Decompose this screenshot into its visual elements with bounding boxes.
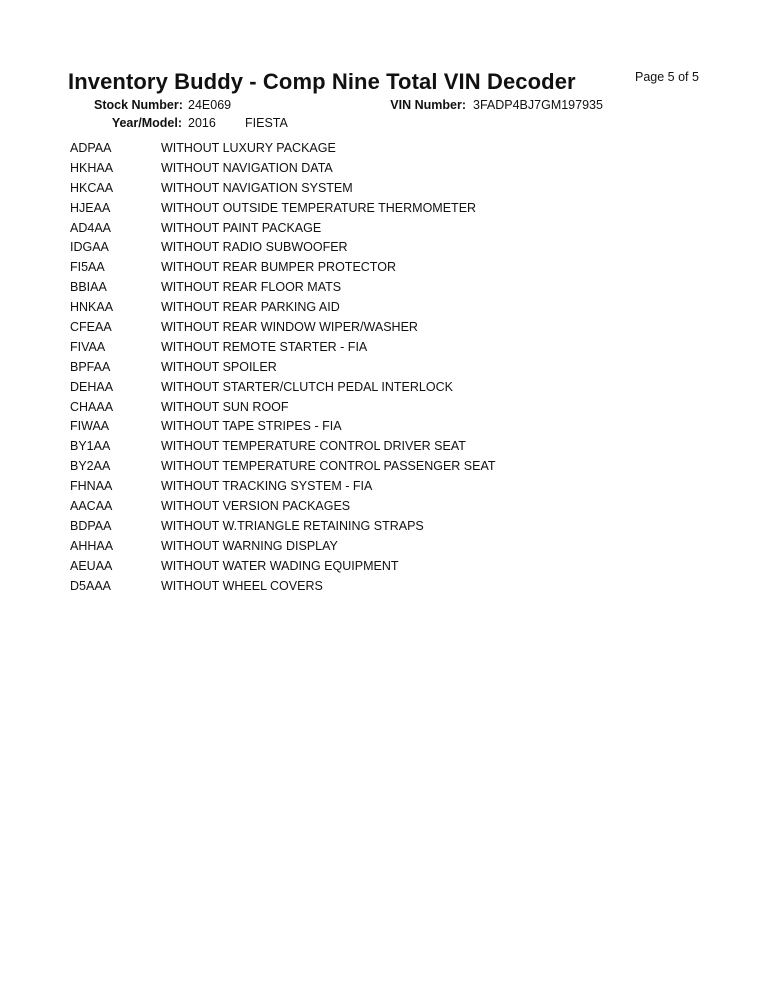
vin-number-label: VIN Number:	[390, 98, 466, 112]
option-row	[70, 456, 496, 476]
year-model-label: Year/Model:	[111, 116, 182, 130]
option-code: ADPAA	[70, 140, 112, 155]
option-code: HNKAA	[70, 300, 114, 315]
option-description: WITHOUT REAR BUMPER PROTECTOR	[161, 260, 396, 275]
option-description: WITHOUT NAVIGATION DATA	[161, 160, 333, 175]
option-description: WITHOUT WATER WADING EQUIPMENT	[161, 558, 399, 573]
option-description: WITHOUT REAR WINDOW WIPER/WASHER	[161, 319, 418, 334]
option-description: WITHOUT LUXURY PACKAGE	[161, 140, 336, 155]
option-row	[70, 198, 496, 218]
option-code: FIVAA	[70, 339, 106, 354]
option-description: WITHOUT REAR FLOOR MATS	[161, 280, 342, 295]
option-row	[70, 257, 496, 277]
year-value: 2016	[188, 116, 216, 130]
option-code: AD4AA	[70, 220, 111, 235]
option-code: HKCAA	[70, 180, 114, 195]
option-code: BY2AA	[70, 459, 111, 474]
option-code: BDPAA	[70, 518, 112, 533]
option-code: HKHAA	[70, 160, 114, 175]
option-code: AEUAA	[70, 558, 113, 573]
option-code: FI5AA	[70, 260, 105, 275]
option-row	[70, 536, 496, 556]
option-description: WITHOUT STARTER/CLUTCH PEDAL INTERLOCK	[161, 379, 453, 394]
option-row	[70, 277, 496, 297]
option-code-list	[70, 138, 496, 595]
stock-number-value: 24E069	[188, 98, 232, 112]
option-row	[70, 496, 496, 516]
option-row	[70, 416, 496, 436]
option-code: CFEAA	[70, 319, 112, 334]
option-code: D5AAA	[70, 578, 111, 593]
option-description: WITHOUT TRACKING SYSTEM - FIA	[161, 479, 373, 494]
option-description: WITHOUT REAR PARKING AID	[161, 300, 340, 315]
model-value: FIESTA	[245, 116, 288, 130]
option-row	[70, 297, 496, 317]
option-description: WITHOUT TEMPERATURE CONTROL DRIVER SEAT	[161, 439, 466, 454]
vin-number-value: 3FADP4BJ7GM197935	[473, 98, 603, 112]
option-row	[70, 158, 496, 178]
option-code: HJEAA	[70, 200, 111, 215]
option-code: BY1AA	[70, 439, 111, 454]
option-description: WITHOUT VERSION PACKAGES	[161, 498, 351, 513]
option-row	[70, 436, 496, 456]
option-code: IDGAA	[70, 240, 109, 255]
option-description: WITHOUT SUN ROOF	[161, 399, 289, 414]
option-row	[70, 397, 496, 417]
option-code: AHHAA	[70, 538, 114, 553]
option-row	[70, 576, 496, 596]
option-description: WITHOUT TAPE STRIPES - FIA	[161, 419, 342, 434]
option-code: FIWAA	[70, 419, 110, 434]
option-description: WITHOUT NAVIGATION SYSTEM	[161, 180, 353, 195]
page-number: Page 5 of 5	[635, 70, 699, 84]
option-code: BPFAA	[70, 359, 111, 374]
option-code: BBIAA	[70, 280, 107, 295]
option-code: AACAA	[70, 498, 113, 513]
option-description: WITHOUT W.TRIANGLE RETAINING STRAPS	[161, 518, 424, 533]
option-description: WITHOUT TEMPERATURE CONTROL PASSENGER SEAT	[161, 459, 496, 474]
option-row	[70, 218, 496, 238]
option-description: WITHOUT REMOTE STARTER - FIA	[161, 339, 368, 354]
option-row	[70, 178, 496, 198]
option-row	[70, 357, 496, 377]
option-row	[70, 237, 496, 257]
page-title: Inventory Buddy - Comp Nine Total VIN Decoder	[68, 69, 576, 94]
option-description: WITHOUT WHEEL COVERS	[161, 578, 323, 593]
option-description: WITHOUT RADIO SUBWOOFER	[161, 240, 348, 255]
option-description: WITHOUT WARNING DISPLAY	[161, 538, 338, 553]
option-code: DEHAA	[70, 379, 114, 394]
option-row	[70, 317, 496, 337]
option-row	[70, 337, 496, 357]
option-code: CHAAA	[70, 399, 114, 414]
option-row	[70, 516, 496, 536]
option-description: WITHOUT SPOILER	[161, 359, 277, 374]
option-row	[70, 377, 496, 397]
option-description: WITHOUT OUTSIDE TEMPERATURE THERMOMETER	[161, 200, 477, 215]
option-row	[70, 556, 496, 576]
option-description: WITHOUT PAINT PACKAGE	[161, 220, 322, 235]
option-row	[70, 476, 496, 496]
option-code: FHNAA	[70, 479, 113, 494]
stock-number-label: Stock Number:	[94, 98, 183, 112]
option-row	[70, 138, 496, 158]
